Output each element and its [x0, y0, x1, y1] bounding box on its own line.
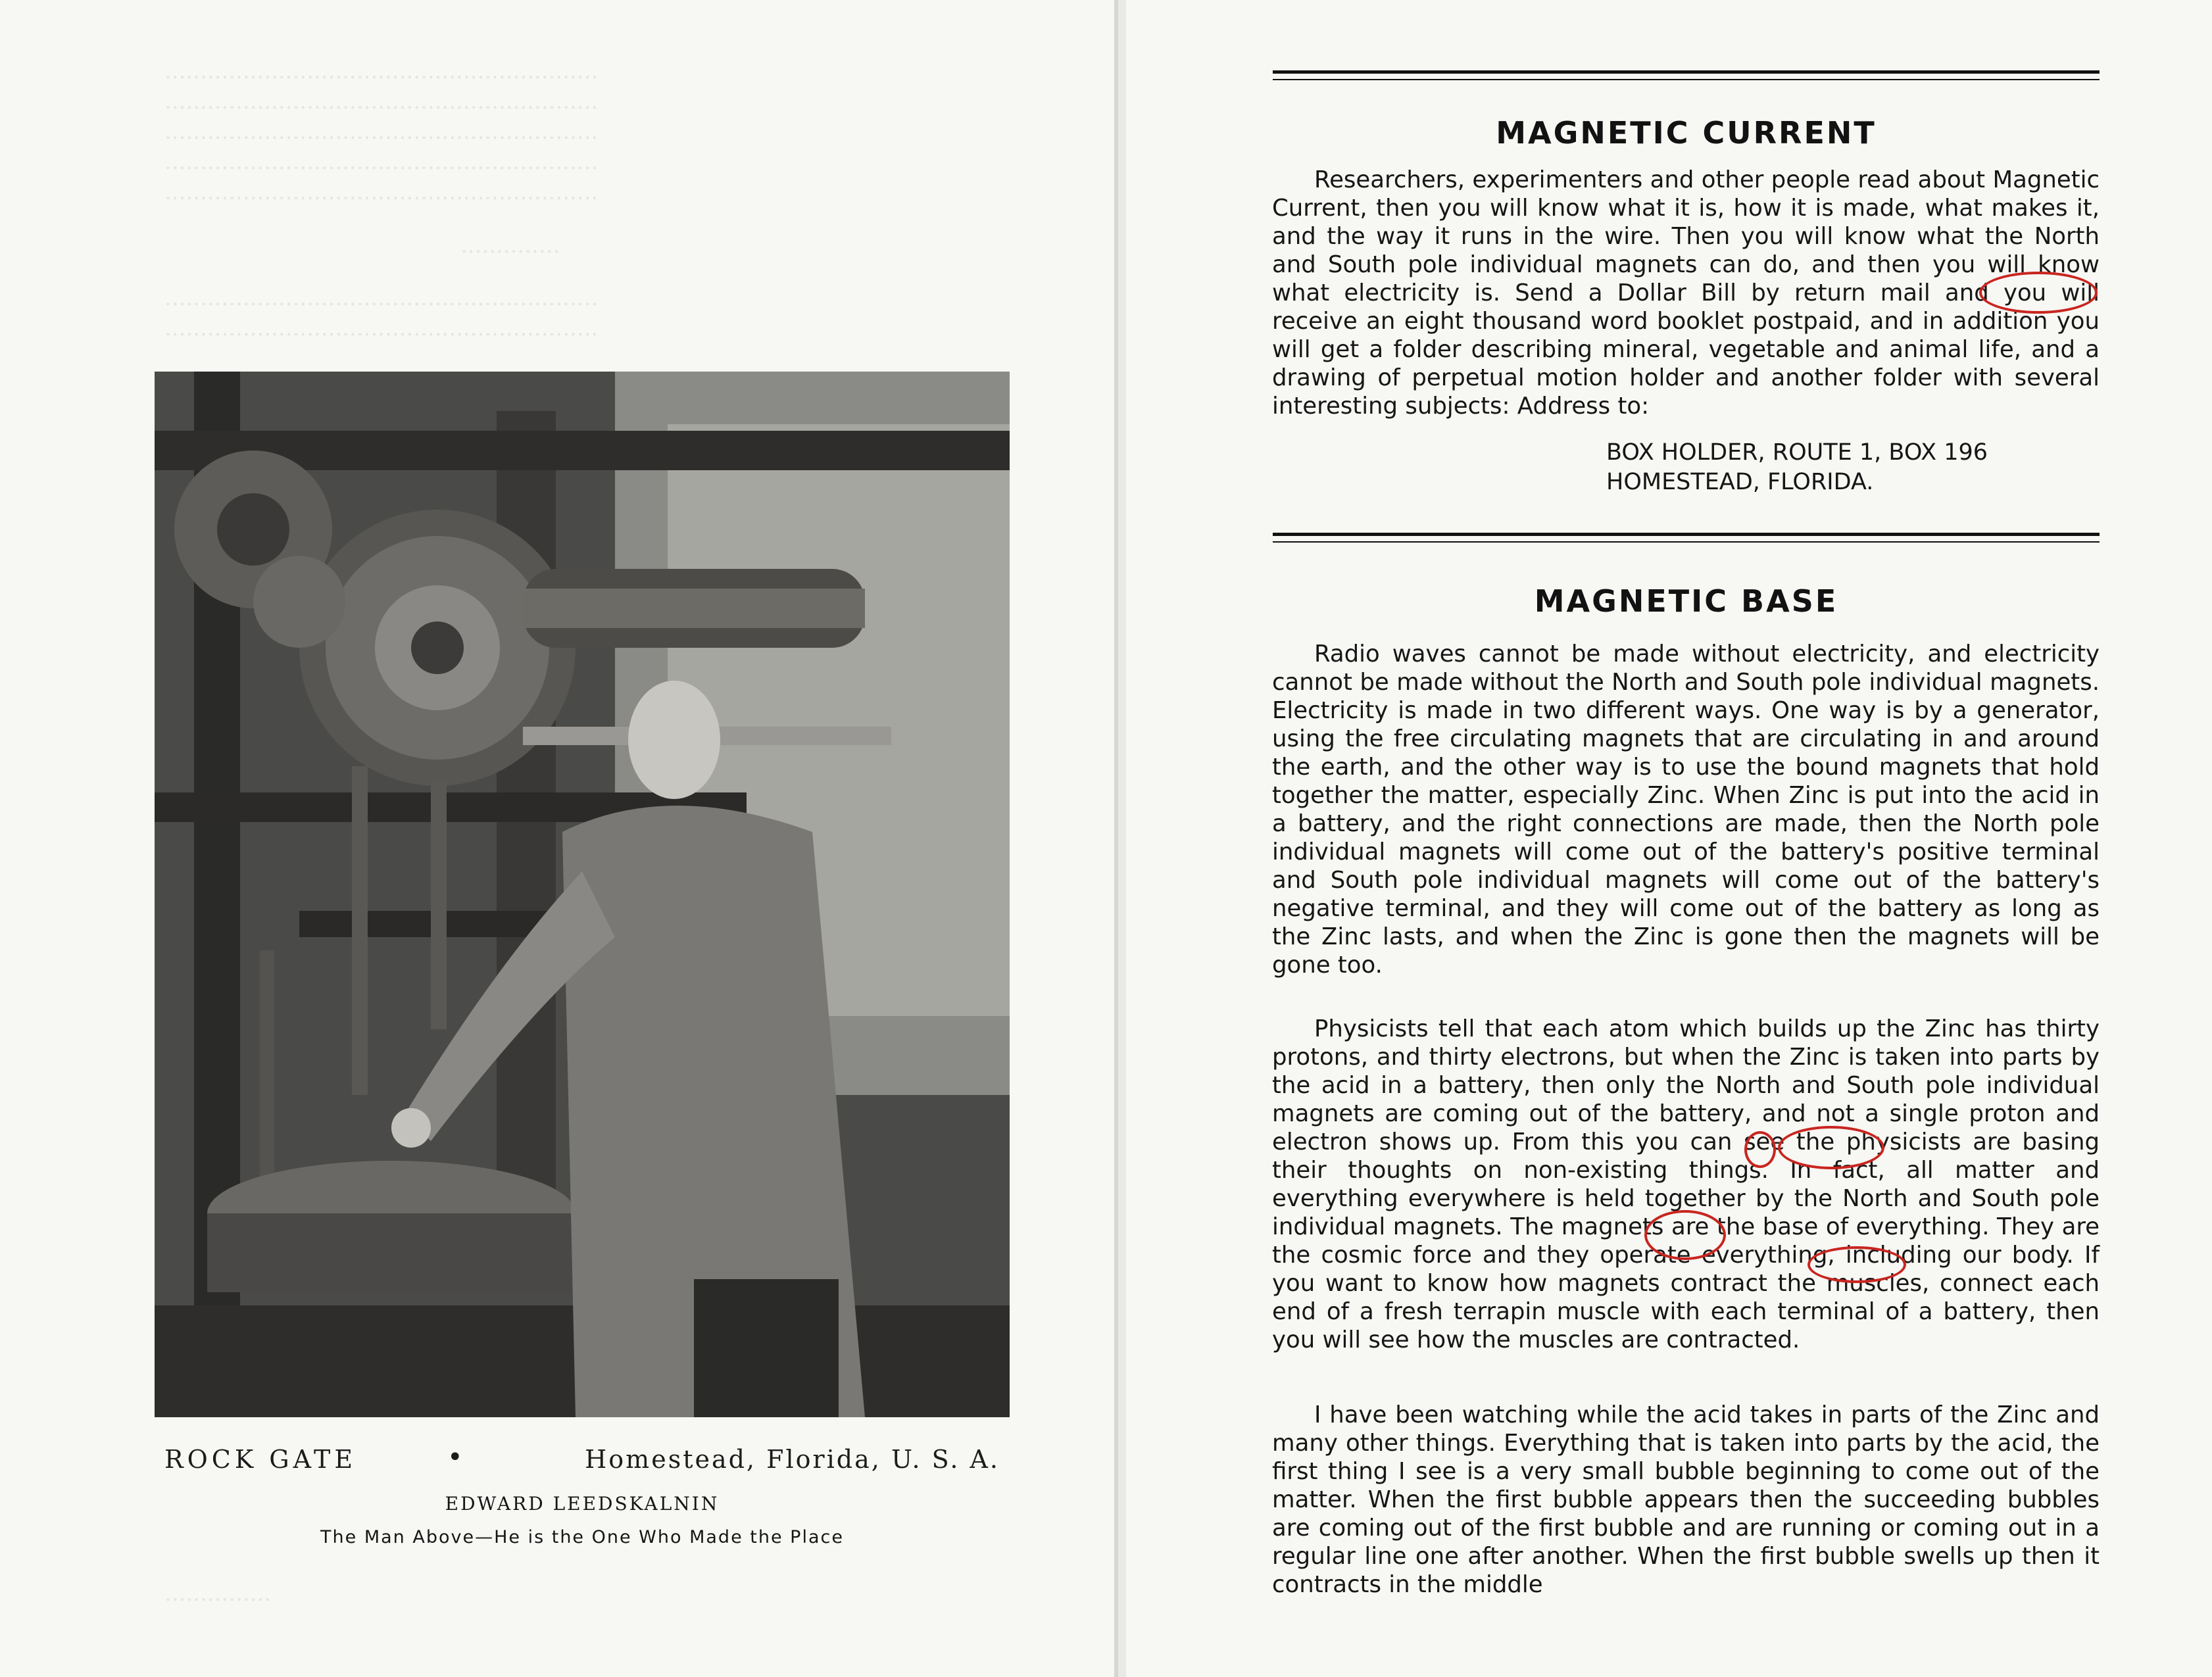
section-title-magnetic-current: MAGNETIC CURRENT	[1496, 115, 1877, 151]
bleed-through-text: ··············	[460, 239, 560, 265]
photo-caption: The Man Above—He is the One Who Made the Place	[320, 1527, 844, 1547]
photograph-edward-leedskalnin	[155, 372, 1010, 1417]
bleed-through-text: ···············	[164, 1587, 272, 1613]
caption-separator: •	[447, 1442, 465, 1472]
bleed-through-text: ·····························································	[164, 95, 599, 121]
annotation-circle-dollar-bill	[1979, 272, 2098, 314]
top-rule-thin	[1273, 79, 2100, 80]
middle-rule-thick	[1273, 533, 2100, 536]
annotation-circle-electron	[1744, 1131, 1776, 1168]
magnetic-base-paragraph-3: I have been watching while the acid takes in parts of the Zinc and many other things. Everything that is taken into parts by the acid, the first thing I see is a very small bubble beginning to come out of the matter. When the first bubble appears then the succeeding bubbles are coming out of the first bubble and are running or coming out in a regular line one after another. When the first bubble swells up then it contracts in the middle	[1272, 1401, 2100, 1598]
address-line-1: BOX HOLDER, ROUTE 1, BOX 196	[1606, 439, 1988, 466]
magnetic-base-paragraph-1: Radio waves cannot be made without electricity, and electricity cannot be made without the North and South pole individual magnets. Electricity is made in two different ways. One way is by a generator, using the free circulating magnets that are circulating in and around the earth, and the other way is to use the bound magnets that hold together the matter, especially Zinc. When Zinc is put into the acid in a battery, and the right connections are made, then the North pole individual magnets will come out of the battery's positive terminal and South pole individual magnets will come out of the battery's negative terminal, and they will come out of the battery as long as the Zinc lasts, and when the Zinc is gone then the magnets will be gone too.	[1272, 641, 2100, 979]
photo-caption-row	[164, 1442, 1000, 1484]
caption-location: Homestead, Florida, U. S. A.	[585, 1445, 1000, 1474]
right-page	[1126, 0, 2212, 1677]
annotation-circle-shows	[1778, 1126, 1884, 1169]
section-title-magnetic-base: MAGNETIC BASE	[1534, 583, 1838, 619]
rock-gate-label: ROCK GATE	[164, 1445, 357, 1474]
middle-rule-thin	[1273, 541, 2100, 543]
top-rule-thick	[1273, 70, 2100, 74]
bleed-through-text: ·····························································	[164, 155, 599, 182]
photo-subject-name: EDWARD LEEDSKALNIN	[445, 1493, 720, 1515]
photo-illustration	[155, 372, 1010, 1417]
bleed-through-text: ·····························································	[164, 125, 599, 151]
bleed-through-text: ·····························································	[164, 64, 599, 91]
address-line-2: HOMESTEAD, FLORIDA.	[1606, 469, 1874, 495]
annotation-circle-cosmic	[1807, 1246, 1906, 1283]
annotation-circle-pole	[1644, 1210, 1726, 1260]
bleed-through-text: ·····························································	[164, 291, 599, 318]
magnetic-current-paragraph: Researchers, experimenters and other people read about Magnetic Current, then you will know what it is, how it is made, what makes it, and the way it runs in the wire. Then you will know what the North and South pole individual magnets can do, and then you will know what electricity is. Send a Dollar Bill by return mail and you will receive an eight thousand word booklet postpaid, and in addition you will get a folder describing mineral, vegetable and animal life, and a drawing of perpetual motion holder and another folder with several interesting subjects: Address to:	[1272, 166, 2100, 420]
bleed-through-text: ·····························································	[164, 185, 599, 212]
bleed-through-text: ·····························································	[164, 322, 599, 348]
magnetic-base-paragraph-2: Physicists tell that each atom which builds up the Zinc has thirty protons, and thirty electrons, but when the Zinc is taken into parts by the acid in a battery, then only the North and South pole individual magnets are coming out of the battery, and not a single proton and electron shows up. From this you can see the physicists are basing their thoughts on non-existing things. In fact, all matter and everything everywhere is held together by the North and South pole individual magnets. The magnets are the base of everything. They are the cosmic force and they operate everything, including our body. If you want to know how magnets contract the muscles, connect each end of a fresh terrapin muscle with each terminal of a battery, then you will see how the muscles are contracted.	[1272, 1015, 2100, 1353]
